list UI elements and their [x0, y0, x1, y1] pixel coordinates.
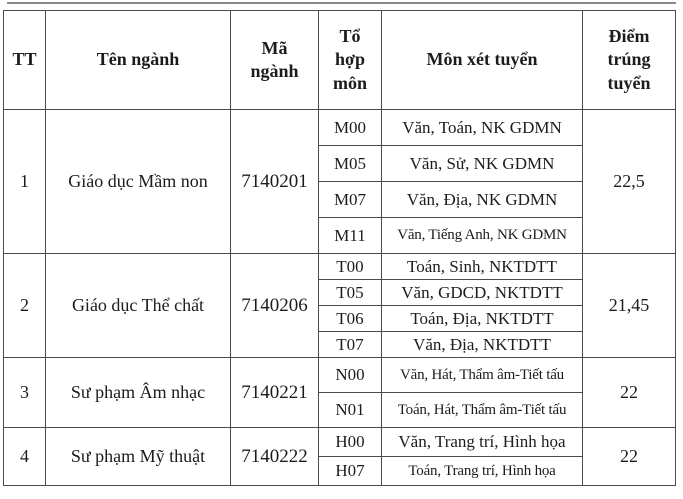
- row-number: 1: [4, 110, 46, 254]
- combo-subjects: Toán, Sinh, NKTDTT: [382, 254, 583, 280]
- combo-subjects: Văn, Địa, NK GDMN: [382, 182, 583, 218]
- row-number: 4: [4, 428, 46, 486]
- combo-code: H00: [319, 428, 382, 457]
- admission-score: 21,45: [583, 254, 676, 358]
- combo-code: M07: [319, 182, 382, 218]
- combo-code: N01: [319, 393, 382, 428]
- combo-code: N00: [319, 358, 382, 393]
- combo-code: T00: [319, 254, 382, 280]
- combo-subjects: Văn, Hát, Thẩm âm-Tiết tấu: [382, 358, 583, 393]
- header-combo-code: Tổ hợp môn: [319, 11, 382, 110]
- program-name: Giáo dục Thể chất: [46, 254, 231, 358]
- row-number: 3: [4, 358, 46, 428]
- admission-score-table: [3, 10, 676, 486]
- program-code: 7140221: [231, 358, 319, 428]
- combo-subjects: Toán, Trang trí, Hình họa: [382, 457, 583, 486]
- combo-subjects: Văn, Tiếng Anh, NK GDMN: [382, 218, 583, 254]
- page-top-divider: [7, 2, 676, 4]
- table-header-row: [4, 11, 676, 110]
- program-name: Sư phạm Mỹ thuật: [46, 428, 231, 486]
- table-row: [4, 428, 676, 457]
- combo-code: M05: [319, 146, 382, 182]
- program-name: Giáo dục Mầm non: [46, 110, 231, 254]
- combo-code: T06: [319, 306, 382, 332]
- combo-subjects: Toán, Địa, NKTDTT: [382, 306, 583, 332]
- combo-code: H07: [319, 457, 382, 486]
- admission-score: 22,5: [583, 110, 676, 254]
- combo-subjects: Văn, Sử, NK GDMN: [382, 146, 583, 182]
- admission-score: 22: [583, 358, 676, 428]
- combo-subjects: Toán, Hát, Thẩm âm-Tiết tấu: [382, 393, 583, 428]
- combo-code: T07: [319, 332, 382, 358]
- combo-subjects: Văn, Trang trí, Hình họa: [382, 428, 583, 457]
- header-subjects: Môn xét tuyển: [382, 11, 583, 110]
- combo-subjects: Văn, Toán, NK GDMN: [382, 110, 583, 146]
- admission-score: 22: [583, 428, 676, 486]
- combo-code: T05: [319, 280, 382, 306]
- table-row: [4, 358, 676, 393]
- program-code: 7140222: [231, 428, 319, 486]
- table-row: [4, 110, 676, 146]
- program-code: 7140201: [231, 110, 319, 254]
- combo-code: M11: [319, 218, 382, 254]
- combo-subjects: Văn, Địa, NKTDTT: [382, 332, 583, 358]
- program-name: Sư phạm Âm nhạc: [46, 358, 231, 428]
- header-program-code: Mã ngành: [231, 11, 319, 110]
- table-row: [4, 254, 676, 280]
- header-score: Điểm trúng tuyển: [583, 11, 676, 110]
- program-code: 7140206: [231, 254, 319, 358]
- header-program-name: Tên ngành: [46, 11, 231, 110]
- row-number: 2: [4, 254, 46, 358]
- combo-code: M00: [319, 110, 382, 146]
- combo-subjects: Văn, GDCD, NKTDTT: [382, 280, 583, 306]
- header-tt: TT: [4, 11, 46, 110]
